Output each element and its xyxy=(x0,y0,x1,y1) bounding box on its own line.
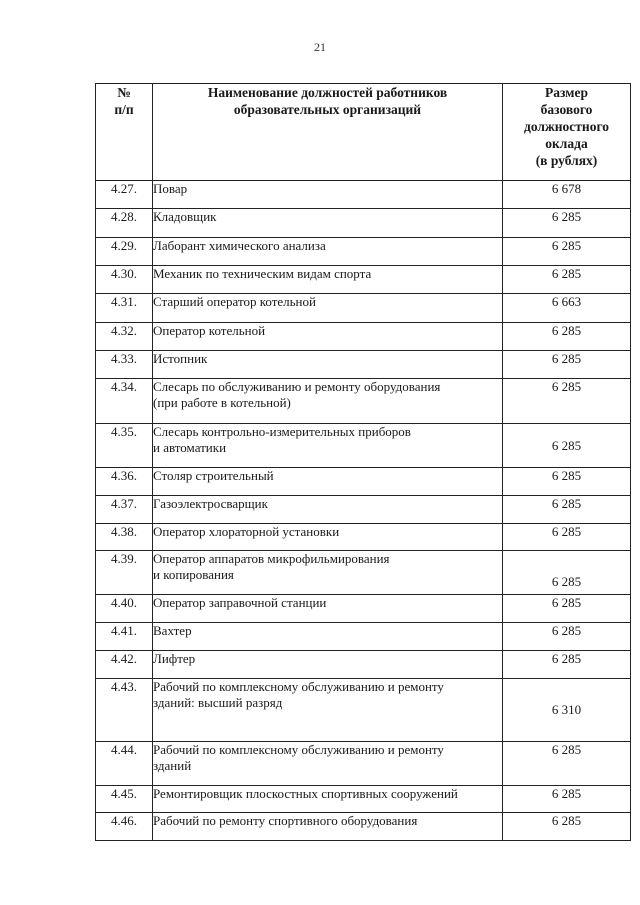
row-position-name: Оператор хлораторной установки xyxy=(153,524,503,551)
table-row xyxy=(96,351,631,379)
table-row xyxy=(96,238,631,266)
row-number: 4.44. xyxy=(96,742,153,786)
row-number: 4.32. xyxy=(96,323,153,351)
row-position-name: Лаборант химического анализа xyxy=(153,238,503,266)
table-row xyxy=(96,496,631,524)
row-position-name: Рабочий по комплексному обслуживанию и ремонту зданий: высший разряд xyxy=(153,679,503,742)
row-number: 4.39. xyxy=(96,551,153,595)
row-salary: 6 663 xyxy=(503,294,631,323)
row-salary: 6 285 xyxy=(503,209,631,238)
row-position-name: Оператор котельной xyxy=(153,323,503,351)
row-number: 4.34. xyxy=(96,379,153,424)
table-row xyxy=(96,209,631,238)
row-salary: 6 285 xyxy=(503,524,631,551)
row-number: 4.36. xyxy=(96,468,153,496)
row-position-name: Ремонтировщик плоскостных спортивных сооружений xyxy=(153,786,503,813)
row-salary: 6 285 xyxy=(503,786,631,813)
table-body xyxy=(96,181,631,841)
table-row xyxy=(96,266,631,294)
table-row xyxy=(96,595,631,623)
row-number: 4.29. xyxy=(96,238,153,266)
table-row xyxy=(96,294,631,323)
row-position-name: Слесарь контрольно-измерительных приборов и автоматики xyxy=(153,424,503,468)
row-number: 4.40. xyxy=(96,595,153,623)
row-number: 4.46. xyxy=(96,813,153,841)
row-salary: 6 285 xyxy=(503,623,631,651)
row-number: 4.28. xyxy=(96,209,153,238)
row-salary: 6 285 xyxy=(503,651,631,679)
row-salary: 6 310 xyxy=(503,679,631,742)
row-position-name: Рабочий по ремонту спортивного оборудования xyxy=(153,813,503,841)
row-position-name: Оператор аппаратов микрофильмирования и копирования xyxy=(153,551,503,595)
row-number: 4.41. xyxy=(96,623,153,651)
row-salary: 6 285 xyxy=(503,496,631,524)
table-row xyxy=(96,742,631,786)
table-row xyxy=(96,623,631,651)
row-salary: 6 285 xyxy=(503,468,631,496)
salary-table xyxy=(95,83,631,841)
row-salary: 6 285 xyxy=(503,742,631,786)
row-number: 4.45. xyxy=(96,786,153,813)
table-row xyxy=(96,551,631,595)
row-number: 4.38. xyxy=(96,524,153,551)
row-number: 4.31. xyxy=(96,294,153,323)
row-salary: 6 285 xyxy=(503,351,631,379)
table-row xyxy=(96,424,631,468)
row-number: 4.33. xyxy=(96,351,153,379)
row-position-name: Вахтер xyxy=(153,623,503,651)
row-salary: 6 285 xyxy=(503,238,631,266)
row-position-name: Лифтер xyxy=(153,651,503,679)
row-number: 4.42. xyxy=(96,651,153,679)
row-number: 4.35. xyxy=(96,424,153,468)
row-position-name: Рабочий по комплексному обслуживанию и ремонту зданий xyxy=(153,742,503,786)
header-number: № п/п xyxy=(96,84,153,181)
row-salary: 6 285 xyxy=(503,813,631,841)
row-position-name: Столяр строительный xyxy=(153,468,503,496)
row-salary: 6 285 xyxy=(503,424,631,468)
table-header-row xyxy=(96,84,631,181)
row-salary: 6 285 xyxy=(503,266,631,294)
row-number: 4.27. xyxy=(96,181,153,209)
row-salary: 6 285 xyxy=(503,379,631,424)
table-row xyxy=(96,524,631,551)
row-position-name: Слесарь по обслуживанию и ремонту оборудования (при работе в котельной) xyxy=(153,379,503,424)
row-salary: 6 285 xyxy=(503,323,631,351)
table-row xyxy=(96,651,631,679)
row-salary: 6 678 xyxy=(503,181,631,209)
row-number: 4.37. xyxy=(96,496,153,524)
row-number: 4.30. xyxy=(96,266,153,294)
row-position-name: Оператор заправочной станции xyxy=(153,595,503,623)
table-row xyxy=(96,813,631,841)
table-row xyxy=(96,379,631,424)
row-salary: 6 285 xyxy=(503,551,631,595)
table-row xyxy=(96,468,631,496)
header-position-name: Наименование должностей работников образовательных организаций xyxy=(153,84,503,181)
row-position-name: Кладовщик xyxy=(153,209,503,238)
row-position-name: Старший оператор котельной xyxy=(153,294,503,323)
table-row xyxy=(96,181,631,209)
table-row xyxy=(96,323,631,351)
row-number: 4.43. xyxy=(96,679,153,742)
table-row xyxy=(96,679,631,742)
row-position-name: Газоэлектросварщик xyxy=(153,496,503,524)
table-row xyxy=(96,786,631,813)
row-position-name: Механик по техническим видам спорта xyxy=(153,266,503,294)
row-position-name: Повар xyxy=(153,181,503,209)
page-number: 21 xyxy=(314,40,326,54)
row-salary: 6 285 xyxy=(503,595,631,623)
row-position-name: Истопник xyxy=(153,351,503,379)
header-salary-size: Размер базового должностного оклада (в рублях) xyxy=(503,84,631,181)
